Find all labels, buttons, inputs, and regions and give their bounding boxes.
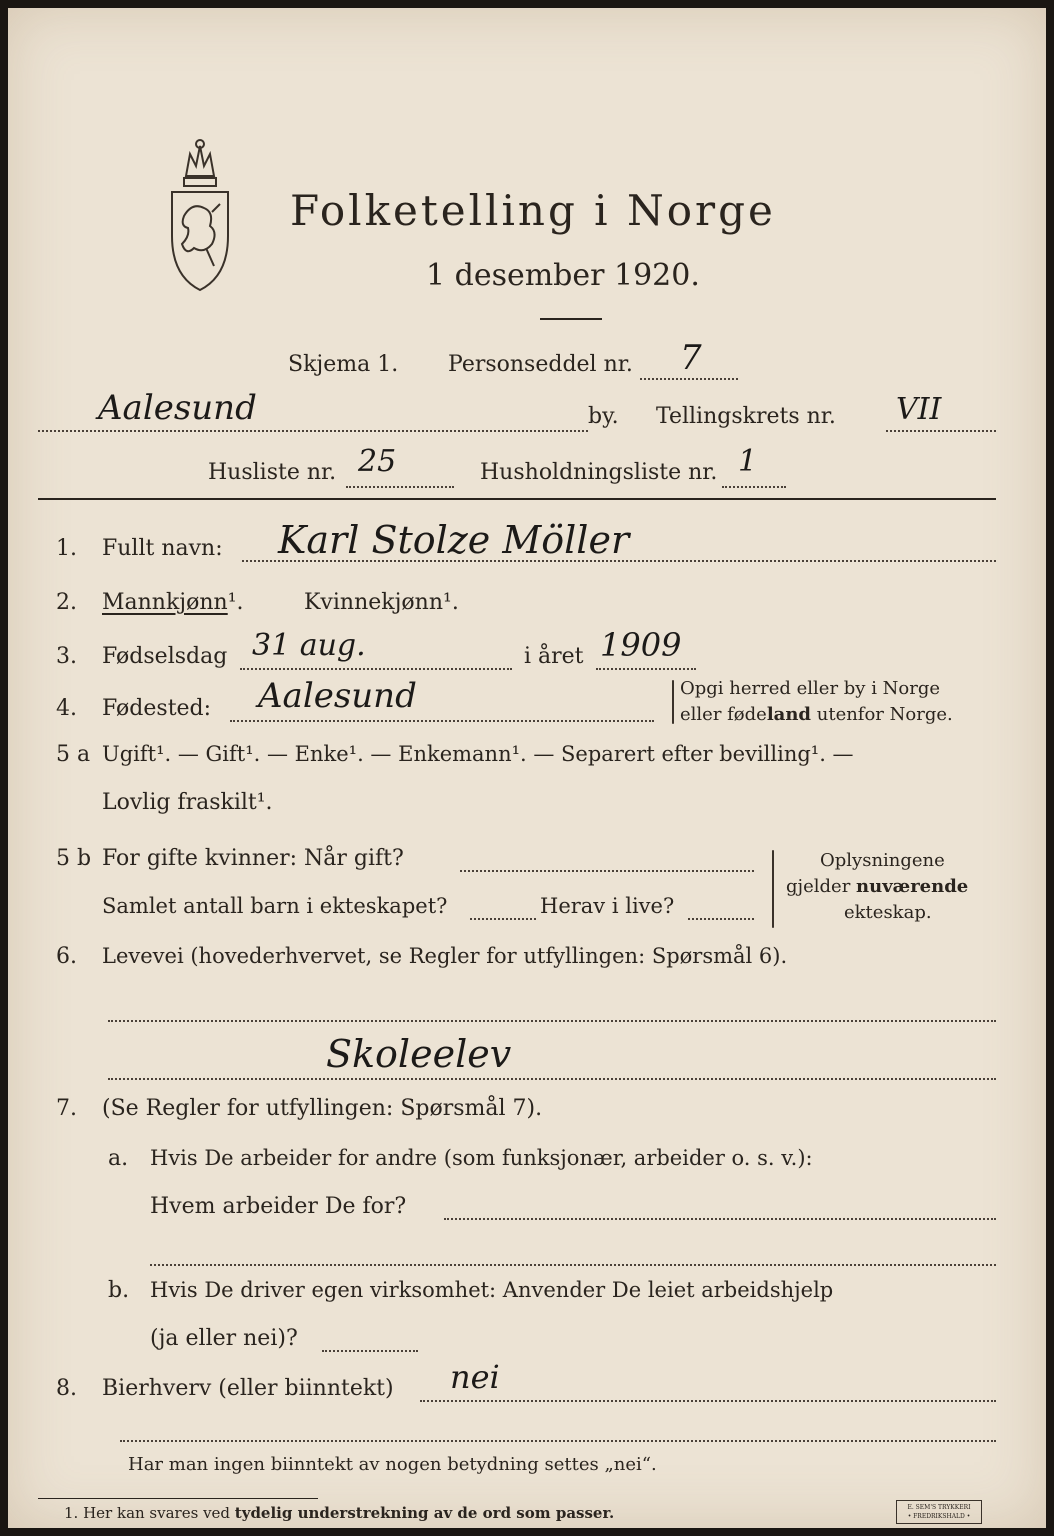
q2-number: 2.: [56, 590, 77, 615]
title-divider: [540, 318, 602, 320]
q7-label: (Se Regler for utfyllingen: Spørsmål 7).: [102, 1096, 543, 1121]
q2-male-label: Mannkjønn: [102, 590, 228, 615]
husholdning-value[interactable]: 1: [738, 444, 758, 479]
q5b-note-line1: Oplysningene: [820, 850, 945, 871]
q7-number: 7.: [56, 1096, 77, 1121]
q2-option-male[interactable]: Mannkjønn¹.: [102, 590, 244, 615]
husliste-value[interactable]: 25: [358, 444, 397, 479]
husholdning-label: Husholdningsliste nr.: [480, 460, 718, 485]
q4-label: Fødested:: [102, 696, 212, 721]
q8-label: Bierhverv (eller biinntekt): [102, 1376, 394, 1401]
q3-number: 3.: [56, 644, 77, 669]
q4-line: [230, 720, 654, 722]
q4-number: 4.: [56, 696, 77, 721]
form-title: Folketelling i Norge: [290, 186, 776, 235]
q4-note-2a: eller føde: [680, 704, 767, 725]
q3-day-line: [240, 668, 512, 670]
q8-side-income-value[interactable]: nei: [450, 1358, 500, 1396]
q3-birthday-value[interactable]: 31 aug.: [252, 628, 366, 663]
personseddel-value[interactable]: 7: [680, 338, 702, 378]
q5b-note-brace: [772, 850, 774, 928]
printer-stamp-line1: E. SEM'S TRYKKERI: [907, 1504, 971, 1511]
q7a-label: Hvis De arbeider for andre (som funksjonær, arbeider o. s. v.):: [150, 1146, 813, 1170]
personseddel-line: [640, 378, 738, 380]
q7b-question: (ja eller nei)?: [150, 1326, 298, 1351]
personseddel-label: Personseddel nr.: [448, 352, 633, 377]
q8-number: 8.: [56, 1376, 77, 1401]
q5b-note-2b: nuværende: [856, 876, 969, 897]
q5a-number: 5 a: [56, 742, 91, 767]
q1-full-name-value[interactable]: Karl Stolze Möller: [278, 518, 630, 562]
q5b-number: 5 b: [56, 846, 92, 871]
q1-label: Fullt navn:: [102, 536, 223, 561]
q3-year-line: [596, 668, 696, 670]
q6-number: 6.: [56, 944, 77, 969]
q7b-line[interactable]: [322, 1350, 418, 1352]
footnote: [64, 1504, 614, 1522]
q3-year-label: i året: [524, 644, 584, 669]
q4-birthplace-value[interactable]: Aalesund: [258, 676, 417, 716]
q4-note-line1: Opgi herred eller by i Norge: [680, 678, 941, 699]
husliste-line: [346, 486, 454, 488]
q5b-note-line3: ekteskap.: [844, 902, 932, 923]
q5b-label: For gifte kvinner: Når gift?: [102, 846, 404, 871]
q2-option-female[interactable]: Kvinnekjønn¹.: [304, 590, 459, 615]
q6-label: Levevei (hovederhvervet, se Regler for utfyllingen: Spørsmål 6).: [102, 944, 788, 968]
tellingskrets-line: [886, 430, 996, 432]
schema-label: Skjema 1.: [288, 352, 399, 377]
q7a-letter: a.: [108, 1146, 129, 1171]
q6-line-1: [108, 1020, 996, 1022]
footnote-a: 1. Her kan svares ved: [64, 1504, 235, 1522]
q3-label: Fødselsdag: [102, 644, 228, 669]
q5b-children-label: Samlet antall barn i ekteskapet?: [102, 894, 448, 918]
printer-stamp: [896, 1500, 982, 1524]
city-value[interactable]: Aalesund: [98, 388, 257, 428]
q4-note-2c: utenfor Norge.: [811, 704, 953, 725]
census-form-page: [8, 8, 1046, 1528]
q7a-line-2[interactable]: [150, 1264, 996, 1266]
q3-year-value[interactable]: 1909: [600, 626, 682, 664]
q5b-alive-line[interactable]: [688, 918, 754, 920]
footnote-b: tydelig understrekning av de ord som passer.: [234, 1504, 615, 1522]
coat-of-arms-icon: [160, 136, 240, 296]
q5a-options-2[interactable]: Lovlig fraskilt¹.: [102, 790, 273, 815]
footer-divider: [38, 1498, 318, 1499]
printer-stamp-line2: • FREDRIKSHALD •: [907, 1513, 971, 1520]
footer-note: Har man ingen biinntekt av nogen betydning settes „nei“.: [128, 1454, 657, 1475]
q5b-note-2a: gjelder: [786, 876, 857, 897]
q5b-married-line[interactable]: [460, 870, 754, 872]
q6-occupation-value[interactable]: Skoleelev: [326, 1032, 512, 1076]
q7b-letter: b.: [108, 1278, 130, 1303]
q4-note-line2: [680, 704, 953, 725]
q8-line: [420, 1400, 996, 1402]
by-label: by.: [588, 404, 619, 429]
q2-female-label: Kvinnekjønn: [304, 590, 443, 615]
q5a-options[interactable]: Ugift¹. — Gift¹. — Enke¹. — Enkemann¹. — Separert efter bevilling¹. —: [102, 742, 854, 766]
tellingskrets-value[interactable]: VII: [896, 392, 942, 427]
husliste-label: Husliste nr.: [208, 460, 337, 485]
q7a-question: Hvem arbeider De for?: [150, 1194, 407, 1219]
q5b-children-line[interactable]: [470, 918, 536, 920]
q5b-note-line2: [786, 876, 968, 897]
husholdning-line: [722, 486, 786, 488]
q7b-label: Hvis De driver egen virksomhet: Anvender De leiet arbeidshjelp: [150, 1278, 834, 1302]
q7a-line-1[interactable]: [444, 1218, 996, 1220]
q4-note-2b: land: [766, 704, 812, 725]
q8-line-2: [120, 1440, 996, 1442]
q6-line-2: [108, 1078, 996, 1080]
tellingskrets-label: Tellingskrets nr.: [656, 404, 836, 429]
form-date: 1 desember 1920.: [426, 258, 700, 293]
q1-number: 1.: [56, 536, 77, 561]
q5b-alive-label: Herav i live?: [540, 894, 675, 918]
q4-note-brace: [672, 680, 674, 724]
section-divider: [38, 498, 996, 500]
city-line: [38, 430, 588, 432]
